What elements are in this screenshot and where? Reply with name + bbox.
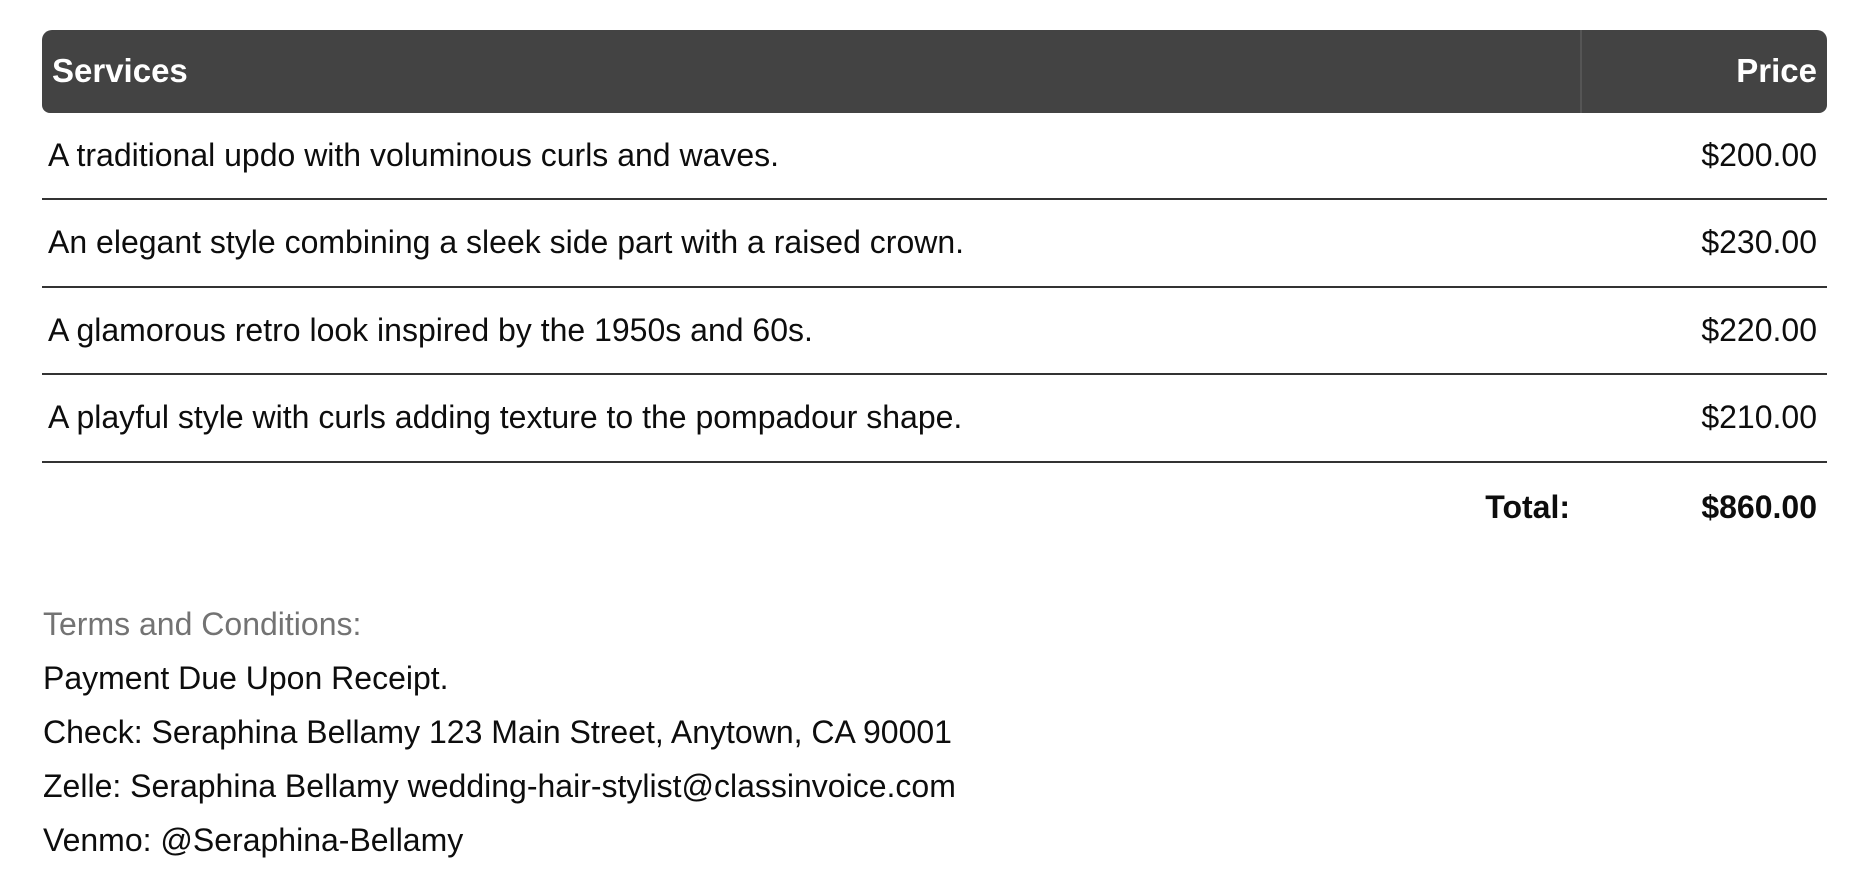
service-description: A traditional updo with voluminous curls and waves.	[42, 113, 1580, 201]
services-table-body	[42, 113, 1827, 549]
service-description: A glamorous retro look inspired by the 1950s and 60s.	[42, 288, 1580, 376]
terms-line-payment: Payment Due Upon Receipt.	[43, 659, 449, 696]
service-price: $210.00	[1580, 375, 1827, 463]
services-column-header: Services	[42, 30, 1580, 113]
price-column-header: Price	[1580, 30, 1827, 113]
service-description: An elegant style combining a sleek side part with a raised crown.	[42, 200, 1580, 288]
total-amount: $860.00	[1701, 489, 1817, 526]
service-price: $230.00	[1580, 200, 1827, 288]
table-row	[42, 375, 1827, 463]
terms-line-zelle: Zelle: Seraphina Bellamy wedding-hair-stylist@classinvoice.com	[43, 767, 956, 804]
services-table-head	[42, 30, 1827, 113]
terms-line-check: Check: Seraphina Bellamy 123 Main Street, Anytown, CA 90001	[43, 713, 952, 750]
terms-title: Terms and Conditions:	[43, 605, 362, 642]
total-label: Total:	[1485, 489, 1570, 526]
total-row	[42, 463, 1827, 549]
terms-line-venmo: Venmo: @Seraphina-Bellamy	[43, 821, 464, 858]
service-price: $220.00	[1580, 288, 1827, 376]
service-price: $200.00	[1580, 113, 1827, 201]
header-row	[42, 30, 1827, 113]
table-row	[42, 288, 1827, 376]
terms-section	[43, 597, 1827, 867]
table-row	[42, 113, 1827, 201]
service-description: A playful style with curls adding texture to the pompadour shape.	[42, 375, 1580, 463]
services-table	[42, 30, 1827, 549]
table-row	[42, 200, 1827, 288]
